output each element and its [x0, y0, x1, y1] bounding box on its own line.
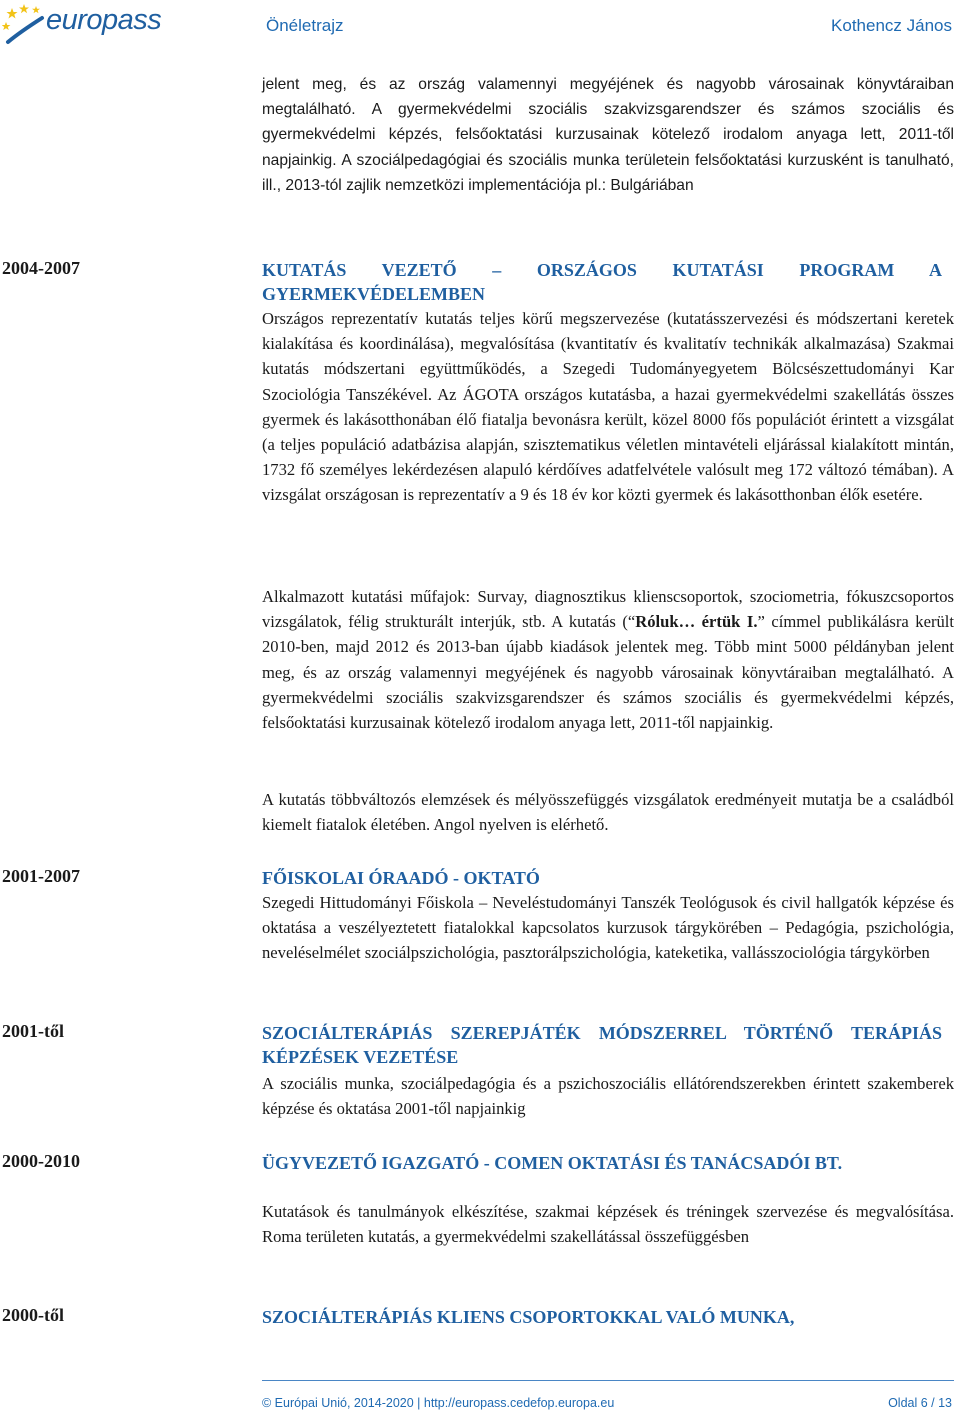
- logo-wordmark: europass: [46, 4, 162, 36]
- entry-date: 2000-től: [2, 1305, 64, 1325]
- entry-title: KUTATÁS VEZETŐ – ORSZÁGOS KUTATÁSI PROGRAM A GYERMEKVÉDELEMBEN: [262, 260, 942, 304]
- intro-paragraph: jelent meg, és az ország valamennyi megyéjének és nagyobb városainak könyvtáraiban megtalálható. A gyermekvédelmi szociális szakvizsgarendszer és számos szociális és gyermekvédelmi képzés, felsőoktatási kurzusainak kötelező irodalom anyaga lett, 2011-től napjainkig. A szociálpedagógiai és szociális munka területein felsőoktatási kurzusként is tanulható, ill., 2013-tól zajlik nemzetközi implementációja pl.: Bulgáriában: [262, 76, 954, 194]
- entry-date: 2000-2010: [2, 1151, 80, 1171]
- entry-date: 2001-2007: [2, 866, 80, 886]
- footer-copyright: © Európai Unió, 2014-2020 | http://europass.cedefop.europa.eu: [262, 1396, 615, 1410]
- entry-description: A szociális munka, szociálpedagógia és a pszichoszociális ellátórendszerekben érintett szakemberek képzése és oktatása 2001-től napjainkig: [262, 1074, 954, 1119]
- entry-description: Szegedi Hittudományi Főiskola – Neveléstudományi Tanszék Teológusok és civil hallgatók képzése és oktatása a veszélyeztetett fiatalokkal kapcsolatos kurzusok tárgykörében – Pedagógia, pszichológia, neveléselmélet szociálpszichológia, pasztorálpszichológia, kateketika, vallásszociológia tárgykörben: [262, 893, 954, 963]
- entry-description: Kutatások és tanulmányok elkészítése, szakmai képzések és tréningek szervezése és megvalósítása. Roma területen kutatás, a gyermekvédelmi szakellátással összefüggésben: [262, 1202, 954, 1247]
- publication-title: Róluk… értük I.: [635, 612, 758, 632]
- page-number: Oldal 6 / 13: [888, 1396, 952, 1410]
- europass-logo: [2, 2, 162, 46]
- methods-text-b: ” címmel publikálásra került 2010-ben, majd 2012 és 2013-ban újabb kiadások jelentek meg. Több mint 5000 példányban jelent meg, és az ország valamennyi megyéjének és nagyobb városainak könyvtáraiban megtalálható. A gyermekvédelmi szociális szakvizsgarendszer és számos szociális és gyermekvédelmi képzés, felsőoktatási kurzusainak kötelező irodalom anyaga lett, 2011-től napjainkig.: [262, 612, 954, 733]
- entry-title: FŐISKOLAI ÓRAADÓ - OKTATÓ: [262, 868, 540, 888]
- entry-title: SZOCIÁLTERÁPIÁS KLIENS CSOPORTOKKAL VALÓ MUNKA,: [262, 1307, 795, 1327]
- entry-title: SZOCIÁLTERÁPIÁS SZEREPJÁTÉK MÓDSZERREL TÖRTÉNŐ TERÁPIÁS KÉPZÉSEK VEZETÉSE: [262, 1023, 942, 1067]
- entry-description-methods: [262, 584, 954, 735]
- author-name: Kothencz János: [831, 16, 952, 35]
- entry-description-results: A kutatás többváltozós elemzések és mélyösszefüggés vizsgálatok eredményeit mutatja be a családból kiemelt fiatalok életében. Angol nyelven is elérhető.: [262, 790, 954, 835]
- europass-stars-icon: [2, 2, 50, 48]
- entry-description: Országos reprezentatív kutatás teljes körű megszervezése (kutatásszervezési és módszertani keretek kialakítása és koordinálása), megvalósítása (kvantitatív és kvalitatív technikák alkalmazása) Szakmai kutatás módszertani együttműködés, a Szegedi Tudományegyetem Bölcsészettudományi Kar Szociológia Tanszékével. Az ÁGOTA országos kutatásba, a hazai gyermekvédelmi szakellátás összes gyermek és lakásotthonában élő fiatalja bevonásra került, közel 8000 fős populációt érintett a vizsgálat (a teljes populáció adatbázisa alapján, szisztematikus véletlen mintavételi eljárással kialakított mintán, 1732 fő személyes lekérdezésen alapuló kérdőíves adatfelvétele valósult meg 172 változó témában). A vizsgálat országosan is reprezentatív a 9 és 18 év kor közti gyermek és lakásotthonban élők esetére.: [262, 309, 954, 505]
- document-title: Önéletrajz: [266, 16, 344, 35]
- methods-text-a: Alkalmazott kutatási műfajok: Survay, diagnosztikus klienscsoportok, szociometria, fókuszcsoportos vizsgálatok, félig strukturált interjúk, stb. A kutatás (“: [262, 587, 954, 632]
- entry-title: ÜGYVEZETŐ IGAZGATÓ - COMEN OKTATÁSI ÉS TANÁCSADÓI BT.: [262, 1153, 843, 1173]
- footer-divider: [262, 1380, 954, 1381]
- entry-date: 2004-2007: [2, 258, 80, 278]
- entry-date: 2001-től: [2, 1021, 64, 1041]
